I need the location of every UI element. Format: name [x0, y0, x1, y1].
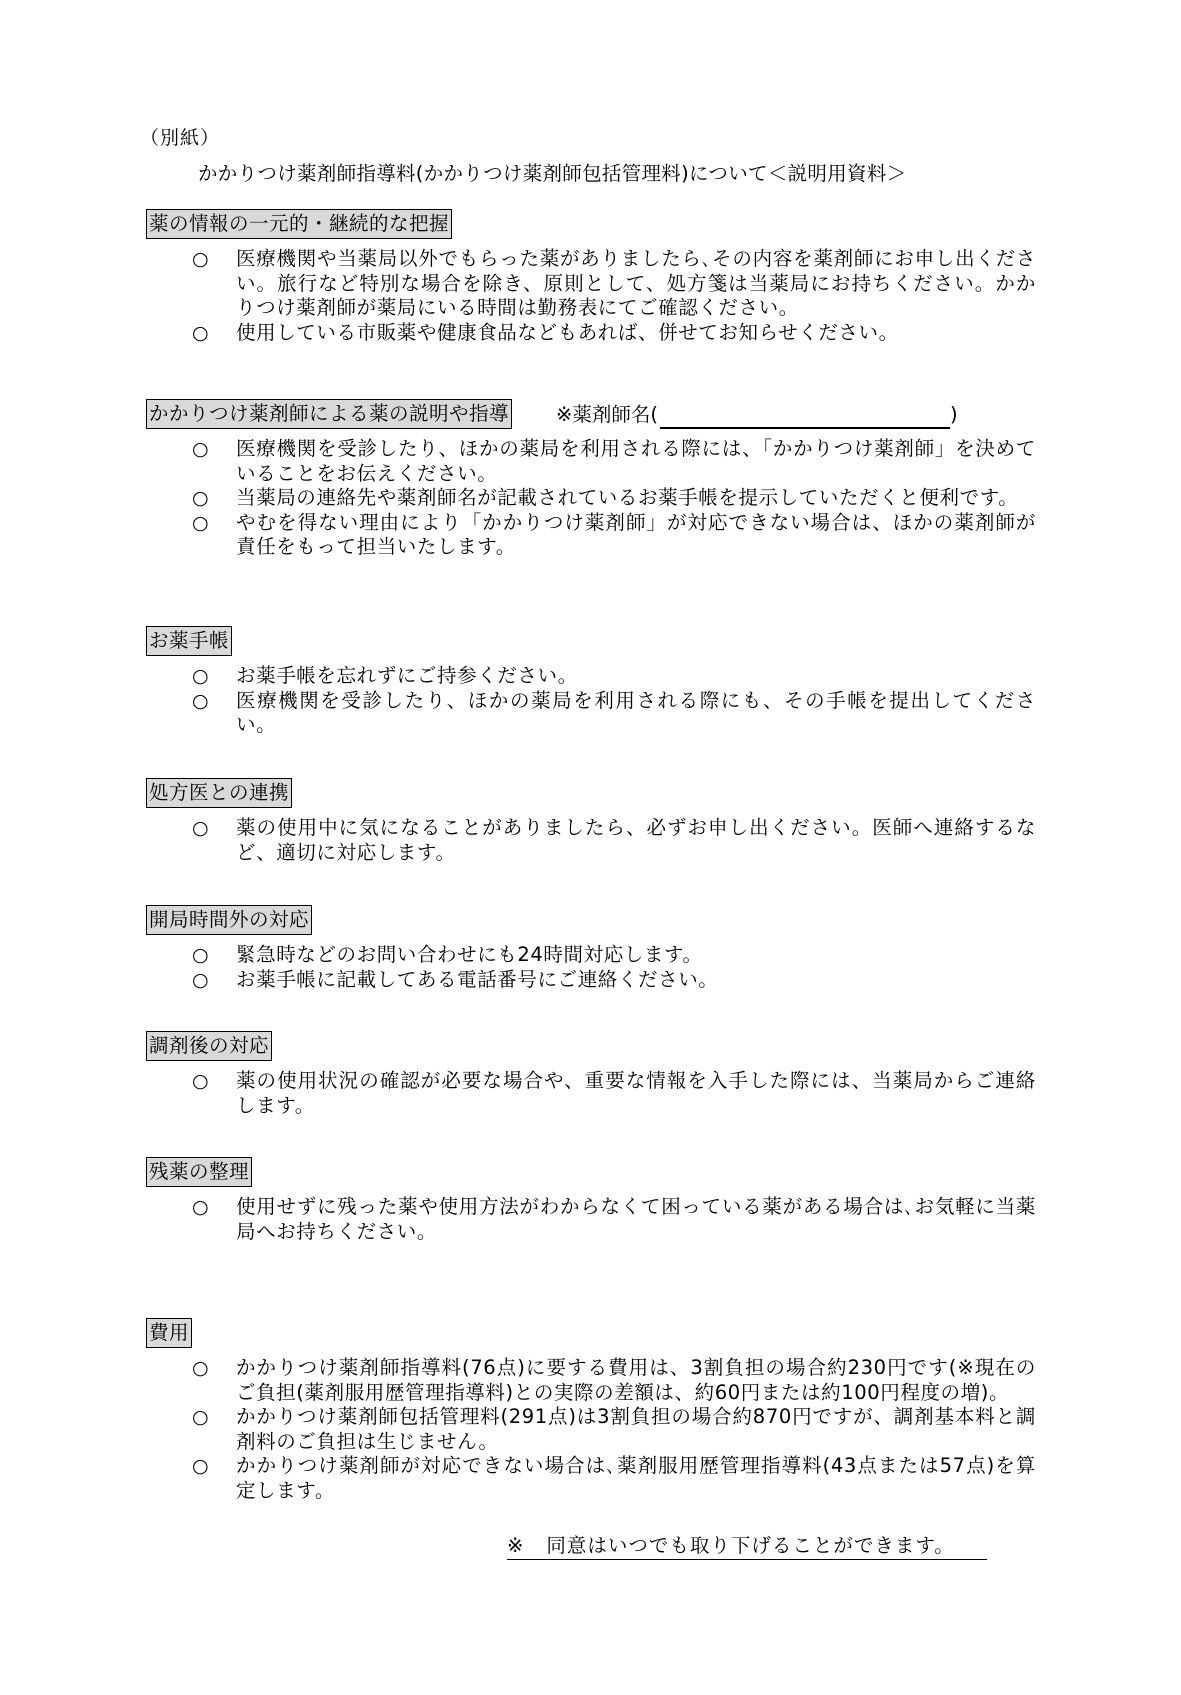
item-list [146, 247, 1046, 345]
list-item: ○ 薬の使用中に気になることがありましたら、必ずお申し出ください。医師へ連絡するなど、適切に対応します。 [192, 816, 1036, 864]
item-list [146, 943, 1046, 992]
circle-bullet-icon: ○ [192, 1196, 210, 1218]
list-item: ○ かかりつけ薬剤師指導料(76点)に要する費用は、3割負担の場合約230円です(※現在のご負担(薬剤服用歴管理指導料)との実際の差額は、約60円または約100円程度の増)。 [192, 1356, 1036, 1404]
circle-bullet-icon: ○ [192, 689, 210, 712]
list-item: ○ 当薬局の連絡先や薬剤師名が記載されているお薬手帳を提示していただくと便利です。 [192, 486, 1019, 509]
item-list [146, 816, 1046, 865]
section-header: 開局時間外の対応 [146, 905, 312, 935]
section-header: 薬の情報の一元的・継続的な把握 [146, 209, 452, 239]
item-list [146, 664, 1046, 738]
header-row [146, 399, 1046, 429]
list-item: ○ お薬手帳に記載してある電話番号にご連絡ください。 [192, 967, 719, 991]
item-list [146, 1195, 1046, 1244]
list-item: ○ かかりつけ薬剤師が対応できない場合は､薬剤服用歴管理指導料(43点または57点)を算定します。 [192, 1454, 1036, 1502]
pharmacist-name-label: ※薬剤師名 [556, 403, 651, 426]
circle-bullet-icon: ○ [192, 1357, 210, 1379]
section-costs [146, 1318, 1046, 1503]
consent-withdrawal-note: ※ 同意はいつでも取り下げることができます。 [507, 1530, 987, 1560]
list-item: ○ やむを得ない理由により「かかりつけ薬剤師」が対応できない場合は、ほかの薬剤師が責任をもって担当いたします。 [192, 510, 1036, 558]
section-leftover-medication [146, 1157, 1046, 1244]
circle-bullet-icon: ○ [192, 248, 210, 270]
section-pharmacist-guidance [146, 399, 1046, 560]
section-header: お薬手帳 [146, 626, 232, 656]
pharmacist-name-input[interactable] [660, 405, 950, 429]
section-header: 調剤後の対応 [146, 1031, 272, 1061]
list-item: ○ 緊急時などのお問い合わせにも24時間対応します。 [192, 943, 703, 966]
circle-bullet-icon: ○ [192, 487, 210, 509]
annex-label: （別紙） [140, 127, 221, 149]
section-header: 残薬の整理 [146, 1157, 252, 1187]
item-list [146, 1069, 1046, 1118]
circle-bullet-icon: ○ [192, 511, 210, 534]
circle-bullet-icon: ○ [192, 665, 210, 687]
item-list [146, 1356, 1046, 1503]
circle-bullet-icon: ○ [192, 817, 210, 839]
list-item: ○ 薬の使用状況の確認が必要な場合や、重要な情報を入手した際には、当薬局からご連絡します。 [192, 1069, 1036, 1117]
circle-bullet-icon: ○ [192, 1455, 210, 1477]
section-medication-info [146, 209, 1046, 345]
list-item: ○ 医療機関を受診したり、ほかの薬局を利用される際にも、その手帳を提出してください。 [192, 688, 1036, 736]
item-list [146, 437, 1046, 560]
section-post-dispensing [146, 1031, 1046, 1118]
list-item: ○ 医療機関や当薬局以外でもらった薬がありましたら､その内容を薬剤師にお申し出ください。旅行など特別な場合を除き、原則として、処方箋は当薬局にお持ちください。かかりつけ薬剤師が薬局にいる時間は勤務表にてご確認ください。 [192, 247, 1036, 319]
circle-bullet-icon: ○ [192, 1070, 210, 1092]
section-medication-notebook [146, 626, 1046, 738]
section-header: かかりつけ薬剤師による薬の説明や指導 [146, 399, 512, 429]
list-item: ○ 使用せずに残った薬や使用方法がわからなくて困っている薬がある場合は､お気軽に当薬局へお持ちください。 [192, 1195, 1036, 1243]
list-item: ○ かかりつけ薬剤師包括管理料(291点)は3割負担の場合約870円ですが、調剤基本料と調剤料のご負担は生じません。 [192, 1405, 1036, 1453]
list-item: ○ 使用している市販薬や健康食品などもあれば、併せてお知らせください。 [192, 320, 899, 344]
reference-mark-icon: ※ [507, 1534, 525, 1557]
circle-bullet-icon: ○ [192, 321, 210, 344]
circle-bullet-icon: ○ [192, 1406, 210, 1428]
document-title: かかりつけ薬剤師指導料(かかりつけ薬剤師包括管理料)について＜説明用資料＞ [198, 162, 907, 185]
list-item: ○ 医療機関を受診したり、ほかの薬局を利用される際には、「かかりつけ薬剤師」を決めていることをお伝えください。 [192, 437, 1036, 485]
circle-bullet-icon: ○ [192, 438, 210, 460]
section-header: 処方医との連携 [146, 778, 292, 808]
section-physician-collaboration [146, 778, 1046, 865]
circle-bullet-icon: ○ [192, 944, 210, 966]
section-header: 費用 [146, 1318, 192, 1348]
section-after-hours [146, 905, 1046, 992]
list-item: ○ お薬手帳を忘れずにご持参ください。 [192, 664, 578, 687]
circle-bullet-icon: ○ [192, 968, 210, 991]
pharmacist-name-field: ※薬剤師名 ( ) [556, 401, 958, 429]
